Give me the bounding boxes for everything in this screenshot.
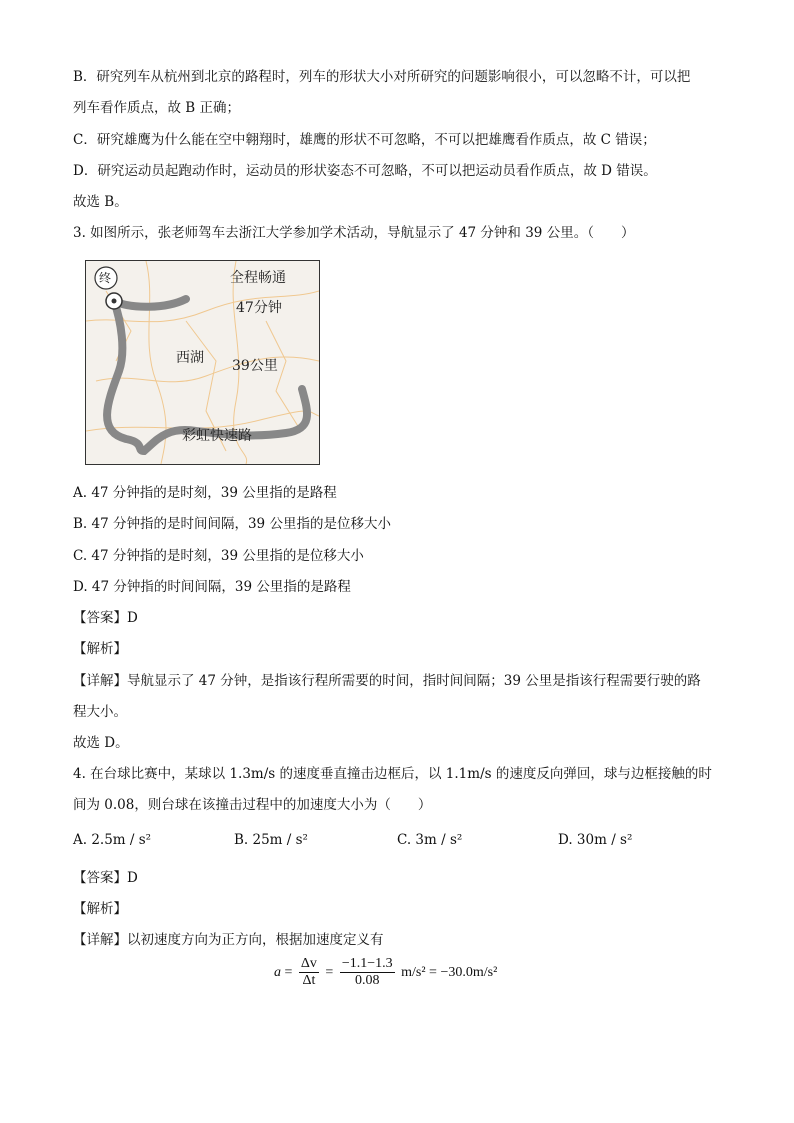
map-road: 彩虹快速路: [182, 428, 252, 444]
text-line-4: D．研究运动员起跑动作时，运动员的形状姿态不可忽略，不可以把运动员看作质点，故 D 错误。: [73, 163, 657, 179]
map-time: 47分钟: [236, 300, 282, 316]
formula-tail: m/s² = −30.0m/s²: [401, 964, 498, 980]
question-3-stem: 3. 如图所示，张老师驾车去浙江大学参加学术活动，导航显示了 47 分钟和 39 公里。（ ）: [73, 225, 635, 241]
formula-fraction-1: [299, 956, 319, 989]
formula-num2: −1.1−1.3: [341, 956, 393, 971]
end-marker-label: 终: [99, 271, 112, 285]
q4-option-a: A. 2.5m / s²: [73, 832, 152, 848]
formula-den2: 0.08: [354, 973, 380, 988]
q4-analysis: 【解析】: [73, 901, 127, 917]
q3-option-b: B. 47 分钟指的是时间间隔，39 公里指的是位移大小: [73, 516, 391, 532]
q3-detail-2: 程大小。: [73, 704, 127, 720]
formula-lhs: a: [274, 964, 281, 980]
q3-choice: 故选 D。: [73, 735, 129, 751]
text-line-1: B．研究列车从杭州到北京的路程时，列车的形状大小对所研究的问题影响很小，可以忽略不计，可以把: [73, 69, 691, 85]
q4-detail: 【详解】以初速度方向为正方向，根据加速度定义有: [73, 932, 384, 948]
text-line-3: C．研究雄鹰为什么能在空中翱翔时，雄鹰的形状不可忽略，不可以把雄鹰看作质点，故 C 错误；: [73, 132, 656, 148]
text-line-5: 故选 B。: [73, 194, 128, 210]
text-line-2: 列车看作质点，故 B 正确；: [73, 100, 241, 116]
formula-num1: Δv: [300, 956, 317, 971]
acceleration-formula: [274, 956, 497, 996]
formula-fraction-2: [340, 956, 395, 989]
q3-answer: 【答案】D: [73, 610, 138, 626]
q4-option-c: C. 3m / s²: [397, 832, 463, 848]
q4-option-d: D. 30m / s²: [558, 832, 633, 848]
question-4-stem-1: 4. 在台球比赛中，某球以 1.3m/s 的速度垂直撞击边框后，以 1.1m/s 的速度反向弹回，球与边框接触的时: [73, 766, 712, 782]
formula-eq2: =: [325, 964, 334, 980]
q3-option-c: C. 47 分钟指的是时刻，39 公里指的是位移大小: [73, 548, 364, 564]
map-place: 西湖: [176, 350, 204, 366]
q4-option-b: B. 25m / s²: [234, 832, 308, 848]
q3-option-d: D. 47 分钟指的时间间隔，39 公里指的是路程: [73, 579, 351, 595]
q3-option-a: A. 47 分钟指的是时刻，39 公里指的是路程: [73, 485, 337, 501]
map-distance: 39公里: [232, 358, 278, 374]
formula-eq1: =: [284, 964, 293, 980]
map-status: 全程畅通: [230, 270, 286, 286]
q3-detail-1: 【详解】导航显示了 47 分钟，是指该行程所需要的时间，指时间间隔；39 公里是指该行程需要行驶的路: [73, 673, 701, 689]
q4-answer: 【答案】D: [73, 870, 138, 886]
question-4-stem-2: 间为 0.08，则台球在该撞击过程中的加速度大小为（ ）: [73, 797, 432, 813]
q3-analysis: 【解析】: [73, 641, 127, 657]
navigation-map: [85, 260, 320, 465]
formula-den1: Δt: [302, 973, 316, 988]
